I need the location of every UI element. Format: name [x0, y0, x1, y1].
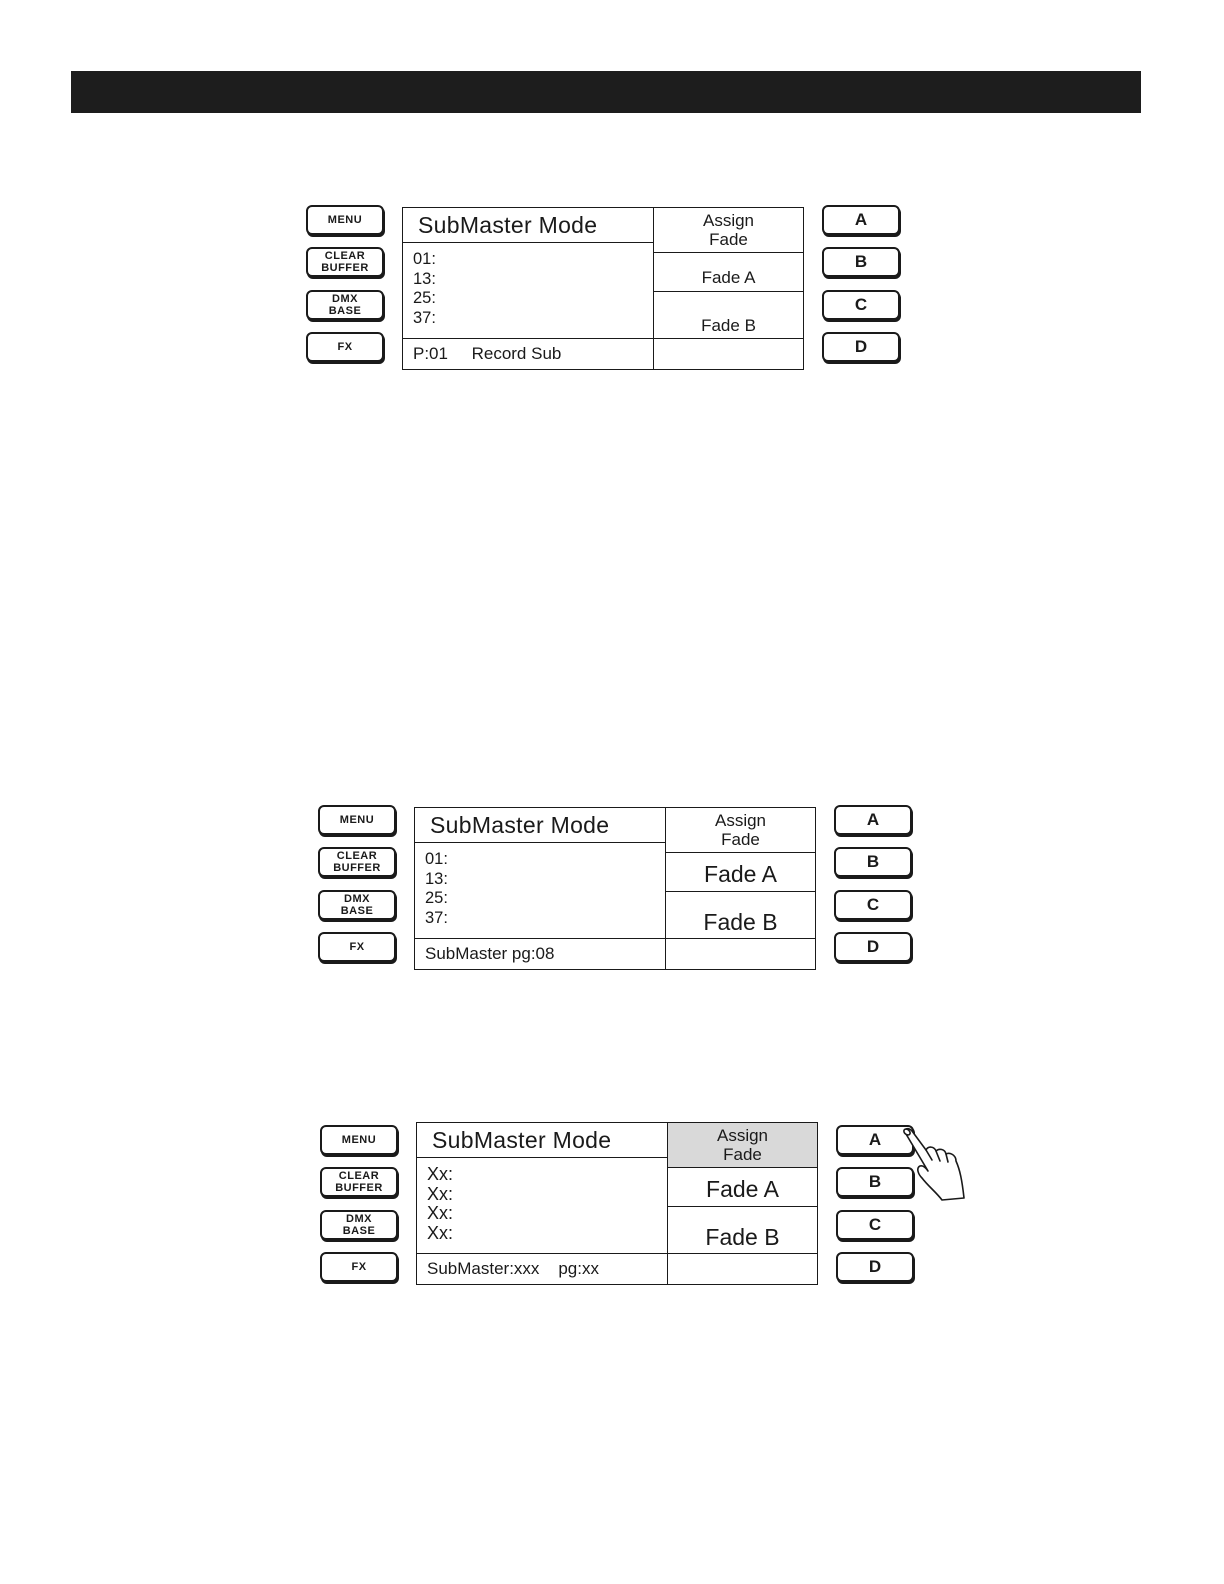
- list-item: Xx:: [427, 1203, 454, 1223]
- softkey-fade-a: [666, 853, 815, 892]
- submaster-list: [425, 850, 448, 928]
- submaster-list: [427, 1165, 453, 1243]
- list-item: 13:: [425, 869, 448, 888]
- fade-b-label: Fade B: [705, 1224, 780, 1250]
- softkey-blank: [668, 1254, 817, 1284]
- fx-button-label: FX: [349, 941, 365, 953]
- a-button-label: A: [854, 210, 868, 229]
- a-button-label: A: [866, 810, 880, 829]
- dmx-base-button[interactable]: [320, 1210, 398, 1240]
- list-item: 13:: [413, 269, 436, 288]
- b-button-label: B: [868, 1172, 882, 1191]
- dmx-base-label-1: DMX: [346, 1213, 372, 1225]
- header-bar: [71, 71, 1141, 113]
- menu-button-label: MENU: [327, 214, 363, 226]
- list-item: 01:: [425, 850, 448, 868]
- list-item: Xx:: [427, 1222, 454, 1243]
- controller-panel-3: [320, 1120, 940, 1286]
- dmx-base-label-2: BASE: [328, 305, 362, 317]
- c-button[interactable]: [834, 890, 912, 920]
- d-button[interactable]: [822, 332, 900, 362]
- list-item: 25:: [425, 889, 448, 907]
- lcd-screen: [416, 1122, 818, 1285]
- fade-label: Fade: [721, 830, 760, 849]
- fx-button[interactable]: [318, 932, 396, 962]
- clear-buffer-label-1: CLEAR: [324, 250, 366, 262]
- softkey-fade-b: [668, 1207, 817, 1253]
- dmx-base-label-2: BASE: [342, 1225, 376, 1237]
- a-button[interactable]: [822, 205, 900, 235]
- submaster-list: [413, 250, 436, 328]
- list-item: 37:: [425, 908, 448, 927]
- fx-button-label: FX: [337, 341, 353, 353]
- fade-label: Fade: [723, 1145, 762, 1164]
- d-button-label: D: [854, 337, 868, 356]
- screen-title: SubMaster Mode: [418, 212, 598, 238]
- softkey-assign-fade: [654, 208, 803, 253]
- d-button-label: D: [866, 937, 880, 956]
- menu-button[interactable]: [306, 205, 384, 235]
- clear-buffer-button[interactable]: [320, 1167, 398, 1197]
- softkey-assign-fade-highlighted: [668, 1123, 817, 1168]
- menu-button-label: MENU: [341, 1134, 377, 1146]
- softkey-fade-a: [654, 253, 803, 292]
- softkey-fade-a: [668, 1168, 817, 1207]
- title-divider: [403, 242, 653, 243]
- pointing-hand-icon: [898, 1124, 968, 1204]
- title-divider: [415, 842, 665, 843]
- clear-buffer-label-2: BUFFER: [335, 1182, 383, 1194]
- c-button-label: C: [854, 295, 868, 314]
- lcd-screen: [414, 807, 816, 970]
- controller-panel-2: [318, 805, 938, 971]
- controller-panel-1: [306, 205, 926, 371]
- softkey-blank: [666, 939, 815, 969]
- list-item: Xx:: [427, 1164, 454, 1184]
- title-divider: [417, 1157, 667, 1158]
- a-button-label: A: [868, 1130, 882, 1149]
- fade-a-label: Fade A: [704, 861, 777, 887]
- fade-a-label: Fade A: [706, 1176, 779, 1202]
- fade-b-label: Fade B: [701, 316, 756, 335]
- dmx-base-button[interactable]: [306, 290, 384, 320]
- c-button-label: C: [868, 1215, 882, 1234]
- fx-button[interactable]: [306, 332, 384, 362]
- menu-button[interactable]: [320, 1125, 398, 1155]
- d-button-label: D: [868, 1257, 882, 1276]
- fade-b-label: Fade B: [703, 909, 778, 935]
- a-button[interactable]: [834, 805, 912, 835]
- fade-a-label: Fade A: [701, 268, 756, 287]
- dmx-base-label-1: DMX: [332, 293, 358, 305]
- menu-button-label: MENU: [339, 814, 375, 826]
- assign-label: Assign: [714, 811, 767, 830]
- clear-buffer-button[interactable]: [306, 247, 384, 277]
- status-footer: SubMaster:xxx pg:xx: [427, 1259, 599, 1278]
- dmx-base-button[interactable]: [318, 890, 396, 920]
- d-button[interactable]: [836, 1252, 914, 1282]
- c-button-label: C: [866, 895, 880, 914]
- assign-label: Assign: [716, 1126, 769, 1145]
- clear-buffer-label-1: CLEAR: [336, 850, 378, 862]
- list-item: 37:: [413, 308, 436, 327]
- b-button-label: B: [854, 252, 868, 271]
- clear-buffer-label-2: BUFFER: [333, 862, 381, 874]
- screen-title: SubMaster Mode: [432, 1127, 612, 1153]
- lcd-screen: [402, 207, 804, 370]
- clear-buffer-label-2: BUFFER: [321, 262, 369, 274]
- fx-button[interactable]: [320, 1252, 398, 1282]
- list-item: 25:: [413, 289, 436, 307]
- list-item: Xx:: [427, 1183, 454, 1204]
- dmx-base-label-1: DMX: [344, 893, 370, 905]
- softkey-fade-b: [654, 292, 803, 338]
- status-footer: SubMaster pg:08: [425, 944, 555, 963]
- clear-buffer-label-1: CLEAR: [338, 1170, 380, 1182]
- fade-label: Fade: [709, 230, 748, 249]
- d-button[interactable]: [834, 932, 912, 962]
- assign-label: Assign: [702, 211, 755, 230]
- c-button[interactable]: [822, 290, 900, 320]
- clear-buffer-button[interactable]: [318, 847, 396, 877]
- fx-button-label: FX: [351, 1261, 367, 1273]
- softkey-blank: [654, 339, 803, 369]
- softkey-fade-b: [666, 892, 815, 938]
- screen-title: SubMaster Mode: [430, 812, 610, 838]
- menu-button[interactable]: [318, 805, 396, 835]
- c-button[interactable]: [836, 1210, 914, 1240]
- status-footer: P:01 Record Sub: [413, 344, 562, 363]
- list-item: 01:: [413, 250, 436, 268]
- b-button-label: B: [866, 852, 880, 871]
- b-button[interactable]: [834, 847, 912, 877]
- b-button[interactable]: [822, 247, 900, 277]
- dmx-base-label-2: BASE: [340, 905, 374, 917]
- softkey-assign-fade: [666, 808, 815, 853]
